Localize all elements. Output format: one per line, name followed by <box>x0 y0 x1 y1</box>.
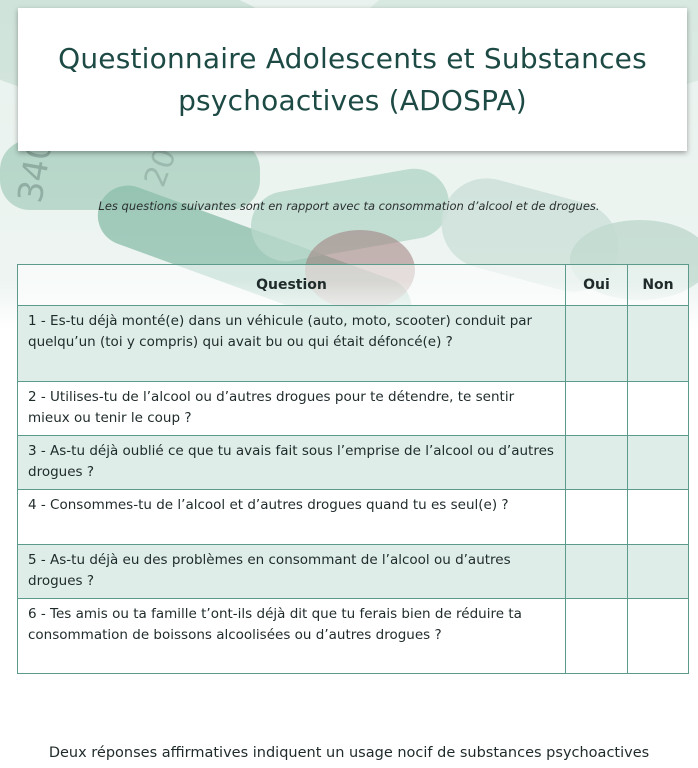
yes-answer-cell[interactable] <box>566 599 628 674</box>
yes-answer-cell[interactable] <box>566 306 628 382</box>
question-text: 4 - Consommes-tu de l’alcool et d’autres drogues quand tu es seul(e) ? <box>18 490 566 545</box>
table-row <box>18 436 689 490</box>
table-row <box>18 490 689 545</box>
question-text: 2 - Utilises-tu de l’alcool ou d’autres drogues pour te détendre, te sentir mieux ou tenir le coup ? <box>18 382 566 436</box>
no-answer-cell[interactable] <box>628 490 689 545</box>
no-answer-cell[interactable] <box>628 436 689 490</box>
no-answer-cell[interactable] <box>628 599 689 674</box>
question-column-header: Question <box>18 265 566 306</box>
no-answer-cell[interactable] <box>628 306 689 382</box>
table-row <box>18 306 689 382</box>
question-text: 3 - As-tu déjà oublié ce que tu avais fait sous l’emprise de l’alcool ou d’autres drogues ? <box>18 436 566 490</box>
yes-answer-cell[interactable] <box>566 490 628 545</box>
questionnaire-table <box>17 264 689 674</box>
no-column-header: Non <box>628 265 689 306</box>
question-text: 5 - As-tu déjà eu des problèmes en consommant de l’alcool ou d’autres drogues ? <box>18 545 566 599</box>
question-text: 1 - Es-tu déjà monté(e) dans un véhicule (auto, moto, scooter) conduit par quelqu’un (toi y compris) qui avait bu ou qui était défoncé(e) ? <box>18 306 566 382</box>
yes-answer-cell[interactable] <box>566 382 628 436</box>
question-text: 6 - Tes amis ou ta famille t’ont-ils déjà dit que tu ferais bien de réduire ta consommation de boissons alcoolisées ou d’autres drogues ? <box>18 599 566 674</box>
footer-note: Deux réponses affirmatives indiquent un usage nocif de substances psychoactives <box>48 745 650 761</box>
table-header-row <box>18 265 689 306</box>
intro-text: Les questions suivantes sont en rapport avec ta consommation d’alcool et de drogues. <box>98 199 600 213</box>
table-row <box>18 382 689 436</box>
page-title-line-1: Questionnaire Adolescents et Substances <box>58 41 647 75</box>
no-answer-cell[interactable] <box>628 382 689 436</box>
page-title-line-2: psychoactives (ADOSPA) <box>178 83 527 117</box>
no-answer-cell[interactable] <box>628 545 689 599</box>
title-box <box>18 8 687 151</box>
yes-answer-cell[interactable] <box>566 545 628 599</box>
table-row <box>18 545 689 599</box>
table-row <box>18 599 689 674</box>
yes-column-header: Oui <box>566 265 628 306</box>
yes-answer-cell[interactable] <box>566 436 628 490</box>
